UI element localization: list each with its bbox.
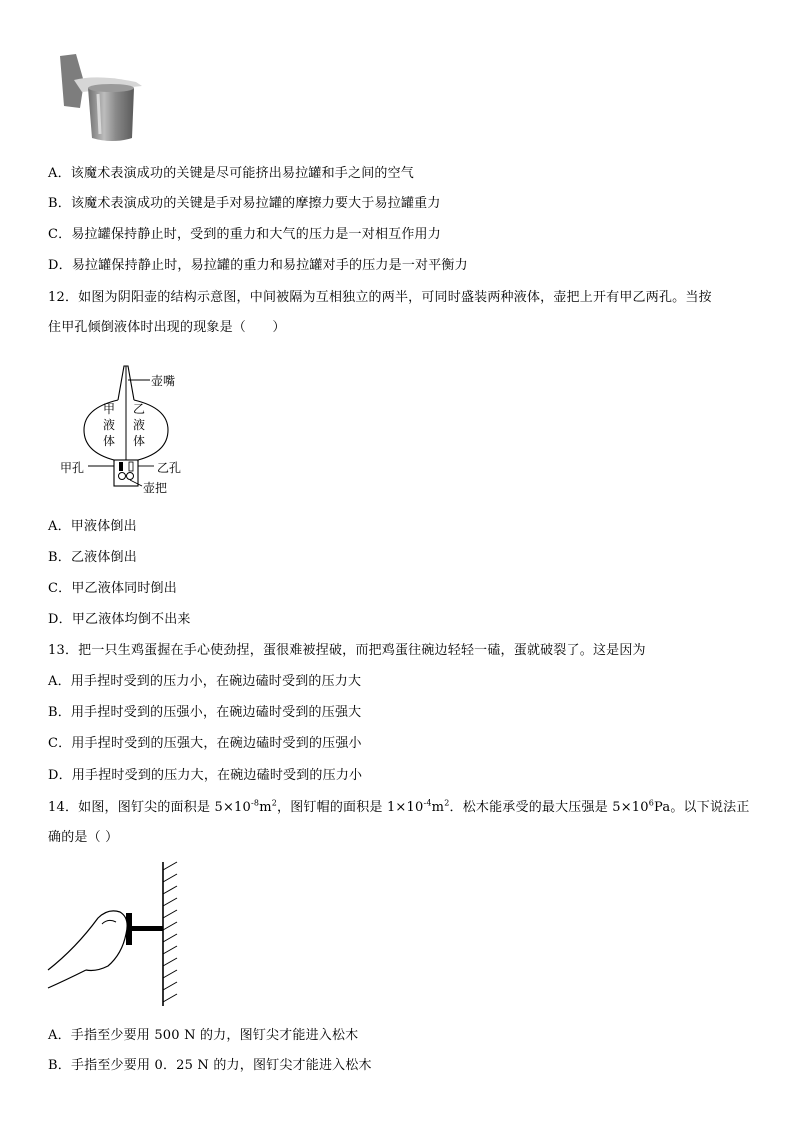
can-magic-photo — [58, 52, 158, 144]
q13-stem: 13．把一只生鸡蛋握在手心使劲捏，蛋很难被捏破，而把鸡蛋往碗边轻轻一磕，蛋就破裂了。这是因为 — [48, 643, 646, 658]
q14-stem-part4: m — [431, 800, 445, 815]
q14-exp5: 6 — [648, 798, 655, 808]
label-hole-a: 甲孔 — [60, 461, 85, 475]
q14-exp2: 2 — [271, 798, 278, 808]
left-liquid-char-1: 甲 — [102, 402, 115, 416]
right-liquid-char-2: 液 — [132, 418, 145, 432]
q14-stem-part5: ．松木能承受的最大压强是 5×10 — [449, 800, 649, 815]
right-liquid-char-3: 体 — [132, 434, 145, 448]
q11-option-b: B．该魔术表演成功的关键是手对易拉罐的摩擦力要大于易拉罐重力 — [48, 196, 441, 211]
q11-option-a: A．该魔术表演成功的关键是尽可能挤出易拉罐和手之间的空气 — [48, 166, 414, 181]
thumbtack-wall-diagram — [46, 860, 186, 1010]
q13-option-b: B．用手捏时受到的压强小，在碗边磕时受到的压强大 — [48, 705, 362, 720]
q11-option-d: D．易拉罐保持静止时，易拉罐的重力和易拉罐对手的压力是一对平衡力 — [48, 258, 468, 273]
q14-exp3: -4 — [423, 798, 432, 808]
q12-stem-line1: 12．如图为阴阳壶的结构示意图，中间被隔为互相独立的两半，可同时盛装两种液体，壶把上开有甲乙两孔。当按 — [48, 290, 712, 305]
q12-option-d: D．甲乙液体均倒不出来 — [48, 612, 191, 627]
q14-stem-part1: 14．如图，图钉尖的面积是 5×10 — [48, 800, 251, 815]
q11-option-c: C．易拉罐保持静止时，受到的重力和大气的压力是一对相互作用力 — [48, 227, 441, 242]
label-hole-b: 乙孔 — [157, 461, 182, 475]
q12-stem-line2: 住甲孔倾倒液体时出现的现象是（ ） — [48, 320, 286, 335]
label-handle: 壶把 — [143, 481, 168, 495]
q14-option-a: A．手指至少要用 500 N 的力，图钉尖才能进入松木 — [48, 1028, 359, 1043]
q14-stem-line1 — [48, 796, 750, 815]
q14-option-b: B．手指至少要用 0．25 N 的力，图钉尖才能进入松木 — [48, 1058, 372, 1073]
q13-option-d: D．用手捏时受到的压力大，在碗边磕时受到的压力小 — [48, 768, 363, 783]
q12-option-a: A．甲液体倒出 — [48, 519, 137, 534]
q14-stem-part2: m — [259, 800, 272, 815]
q13-option-a: A．用手捏时受到的压力小，在碗边磕时受到的压力大 — [48, 674, 362, 689]
left-liquid-char-2: 液 — [102, 418, 115, 432]
q14-stem-line2: 确的是（ ） — [48, 830, 119, 845]
right-liquid-char-1: 乙 — [132, 402, 145, 416]
q14-exp4: 2 — [444, 798, 450, 808]
q14-stem-part3: ，图钉帽的面积是 1×10 — [277, 800, 424, 815]
label-spout: 壶嘴 — [151, 374, 176, 388]
q13-option-c: C．用手捏时受到的压强大，在碗边磕时受到的压强小 — [48, 736, 362, 751]
q12-option-b: B．乙液体倒出 — [48, 550, 137, 565]
q14-stem-part6: Pa。以下说法正 — [654, 800, 750, 815]
left-liquid-char-3: 体 — [102, 434, 115, 448]
q14-exp1: -8 — [250, 798, 260, 808]
q12-option-c: C．甲乙液体同时倒出 — [48, 581, 177, 596]
